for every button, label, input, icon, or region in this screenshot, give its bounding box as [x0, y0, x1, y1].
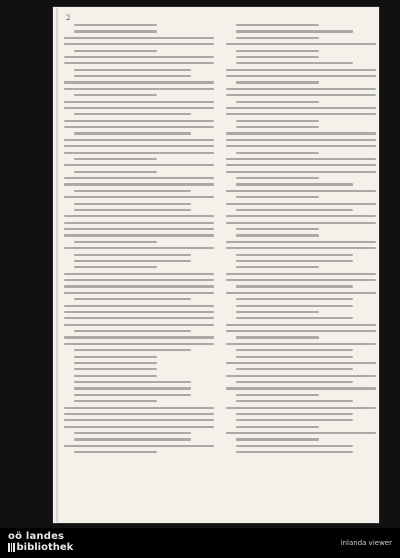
- text-line: [236, 368, 353, 370]
- text-line: [64, 183, 214, 185]
- text-line: [74, 356, 157, 358]
- text-line: [226, 94, 376, 96]
- text-line: [64, 273, 214, 275]
- text-line: [64, 152, 214, 154]
- text-line: [64, 177, 214, 179]
- text-line: [64, 107, 214, 109]
- text-line: [74, 260, 191, 262]
- text-line: [236, 438, 319, 440]
- text-line: [226, 203, 376, 205]
- text-line: [64, 279, 214, 281]
- text-line: [236, 254, 353, 256]
- text-line: [64, 145, 214, 147]
- text-line: [236, 419, 353, 421]
- text-line: [74, 209, 191, 211]
- text-line: [74, 451, 157, 453]
- text-line: [74, 266, 157, 268]
- barcode-icon: [8, 543, 15, 552]
- text-line: [74, 349, 191, 351]
- text-line: [64, 234, 214, 236]
- text-line: [236, 177, 319, 179]
- text-line: [236, 317, 353, 319]
- text-line: [64, 407, 214, 409]
- text-line: [74, 132, 191, 134]
- text-line: [64, 215, 214, 217]
- text-line: [236, 349, 353, 351]
- text-line: [74, 387, 191, 389]
- text-line: [226, 222, 376, 224]
- text-line: [226, 171, 376, 173]
- text-column-right: [226, 24, 376, 516]
- text-line: [226, 139, 376, 141]
- text-line: [236, 266, 319, 268]
- text-line: [226, 190, 376, 192]
- text-line: [236, 126, 319, 128]
- text-line: [74, 394, 191, 396]
- text-line: [226, 273, 376, 275]
- text-line: [226, 279, 376, 281]
- text-line: [64, 317, 214, 319]
- text-line: [236, 451, 353, 453]
- text-line: [64, 222, 214, 224]
- text-line: [74, 362, 157, 364]
- text-line: [64, 81, 214, 83]
- page-number: 2: [66, 14, 71, 22]
- text-line: [236, 56, 319, 58]
- text-line: [236, 228, 319, 230]
- logo-text-top: oö landes: [8, 531, 65, 542]
- text-line: [64, 196, 214, 198]
- text-line: [236, 120, 319, 122]
- text-line: [226, 432, 376, 434]
- text-line: [236, 260, 353, 262]
- text-line: [236, 336, 319, 338]
- text-line: [74, 69, 191, 71]
- text-line: [64, 413, 214, 415]
- text-line: [64, 426, 214, 428]
- text-column-left: [64, 24, 214, 516]
- text-line: [236, 305, 353, 307]
- text-line: [236, 37, 319, 39]
- text-line: [236, 24, 319, 26]
- text-line: [236, 413, 353, 415]
- text-line: [64, 43, 214, 45]
- text-line: [74, 438, 191, 440]
- text-line: [64, 62, 214, 64]
- text-line: [236, 426, 319, 428]
- text-line: [74, 254, 191, 256]
- text-line: [226, 375, 376, 377]
- text-line: [236, 209, 353, 211]
- text-line: [74, 50, 157, 52]
- text-line: [74, 203, 191, 205]
- text-line: [236, 30, 353, 32]
- text-line: [236, 356, 353, 358]
- text-line: [226, 43, 376, 45]
- text-line: [64, 228, 214, 230]
- text-line: [236, 62, 353, 64]
- text-line: [226, 215, 376, 217]
- text-line: [64, 56, 214, 58]
- viewer-label[interactable]: inlanda viewer: [340, 539, 392, 547]
- text-line: [74, 30, 157, 32]
- text-line: [226, 362, 376, 364]
- text-line: [74, 94, 157, 96]
- text-line: [226, 247, 376, 249]
- text-line: [64, 324, 214, 326]
- text-line: [236, 311, 319, 313]
- text-line: [236, 445, 353, 447]
- text-line: [64, 139, 214, 141]
- page-fold-edge: [56, 8, 58, 522]
- text-line: [64, 292, 214, 294]
- logo-text-bottom-row: [8, 542, 73, 553]
- text-line: [74, 400, 157, 402]
- text-line: [236, 196, 319, 198]
- logo-text-bottom: bibliothek: [16, 542, 74, 553]
- text-line: [236, 152, 319, 154]
- text-line: [236, 285, 353, 287]
- text-line: [74, 158, 157, 160]
- text-line: [74, 24, 157, 26]
- text-line: [64, 336, 214, 338]
- text-line: [226, 145, 376, 147]
- text-line: [226, 113, 376, 115]
- text-line: [74, 298, 191, 300]
- text-line: [64, 305, 214, 307]
- text-line: [74, 432, 191, 434]
- text-line: [226, 164, 376, 166]
- text-line: [236, 234, 319, 236]
- text-line: [64, 37, 214, 39]
- text-line: [226, 330, 376, 332]
- text-line: [236, 183, 353, 185]
- text-line: [236, 298, 353, 300]
- library-logo[interactable]: [8, 531, 73, 553]
- text-line: [64, 88, 214, 90]
- text-line: [236, 50, 319, 52]
- text-line: [226, 69, 376, 71]
- text-line: [74, 171, 157, 173]
- text-line: [64, 120, 214, 122]
- text-line: [64, 343, 214, 345]
- text-line: [64, 445, 214, 447]
- text-line: [236, 101, 319, 103]
- text-line: [226, 158, 376, 160]
- text-line: [74, 375, 157, 377]
- text-line: [74, 368, 157, 370]
- text-line: [226, 387, 376, 389]
- text-line: [226, 107, 376, 109]
- text-line: [74, 241, 157, 243]
- text-line: [236, 381, 353, 383]
- text-line: [226, 75, 376, 77]
- text-line: [226, 88, 376, 90]
- text-line: [226, 132, 376, 134]
- text-line: [64, 311, 214, 313]
- text-line: [74, 75, 191, 77]
- text-line: [64, 126, 214, 128]
- text-line: [226, 324, 376, 326]
- text-line: [226, 241, 376, 243]
- text-line: [226, 292, 376, 294]
- text-line: [74, 113, 191, 115]
- text-line: [74, 381, 191, 383]
- text-line: [64, 101, 214, 103]
- text-line: [226, 407, 376, 409]
- text-line: [74, 330, 191, 332]
- text-line: [226, 343, 376, 345]
- text-line: [64, 164, 214, 166]
- text-line: [236, 81, 319, 83]
- viewer-footer: [0, 528, 400, 558]
- text-line: [74, 190, 191, 192]
- text-line: [64, 285, 214, 287]
- text-line: [64, 247, 214, 249]
- text-line: [236, 394, 319, 396]
- text-line: [236, 400, 353, 402]
- text-line: [64, 419, 214, 421]
